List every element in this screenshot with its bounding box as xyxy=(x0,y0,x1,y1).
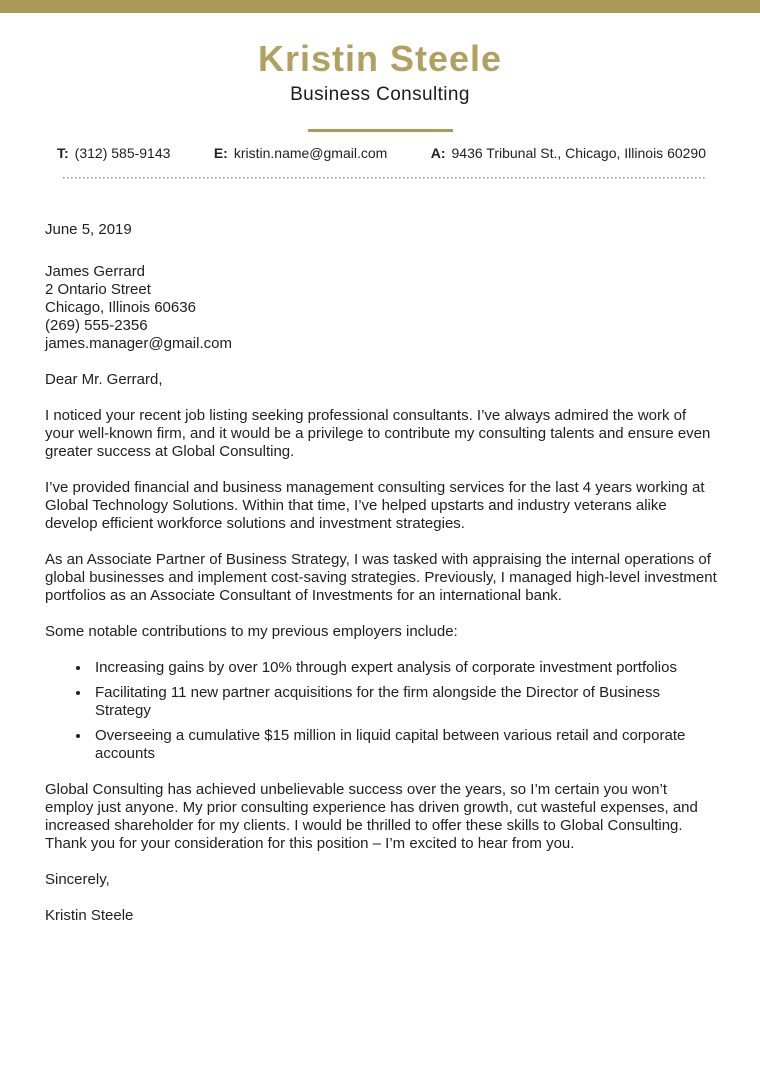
phone-value: (312) 585-9143 xyxy=(74,145,171,161)
recipient-block xyxy=(45,263,717,353)
letter-date: June 5, 2019 xyxy=(45,221,132,238)
list-item: • Increasing gains by over 10% through expert analysis of corporate investment portfolios xyxy=(91,659,717,677)
letterhead xyxy=(0,38,760,179)
body-paragraph: I noticed your recent job listing seeking professional consultants. I’ve always admired the work of your well-known firm, and it would be a privilege to contribute my consulting talents and ensure even greater success at Global Consulting. xyxy=(45,407,711,460)
signature: Kristin Steele xyxy=(45,907,134,924)
recipient-email: james.manager@gmail.com xyxy=(45,335,232,352)
recipient-name: James Gerrard xyxy=(45,263,146,280)
email-label: E: xyxy=(213,145,228,161)
contact-email xyxy=(214,145,387,161)
recipient-city: Chicago, Illinois 60636 xyxy=(45,299,196,316)
section-divider xyxy=(63,177,706,179)
contact-address xyxy=(431,145,706,161)
salutation: Dear Mr. Gerrard, xyxy=(45,371,163,388)
list-intro: Some notable contributions to my previous employers include: xyxy=(45,623,458,640)
recipient-street: 2 Ontario Street xyxy=(45,281,151,298)
letter-body xyxy=(0,221,760,925)
address-label: A: xyxy=(430,145,446,161)
applicant-name: Kristin Steele xyxy=(257,38,503,79)
list-item: • Overseeing a cumulative $15 million in liquid capital between various retail and corporate accounts xyxy=(91,727,717,763)
list-item: • Facilitating 11 new partner acquisitions for the firm alongside the Director of Business Strategy xyxy=(91,684,717,720)
applicant-title: Business Consulting xyxy=(290,84,470,105)
signoff: Sincerely, xyxy=(45,871,110,888)
header-accent-divider xyxy=(308,129,453,132)
body-paragraph: I’ve provided financial and business management consulting services for the last 4 years working at Global Technology Solutions. Within that time, I’ve helped upstarts and industry veterans alike develop efficient workforce solutions and investment strategies. xyxy=(45,479,705,532)
contact-phone xyxy=(57,145,170,161)
body-paragraph: As an Associate Partner of Business Strategy, I was tasked with appraising the internal operations of global businesses and implement cost-saving strategies. Previously, I managed high-level investment portfolios as an Associate Consultant of Investments for an international bank. xyxy=(45,551,717,604)
address-value: 9436 Tribunal St., Chicago, Illinois 60290 xyxy=(451,145,706,161)
closing-paragraph: Global Consulting has achieved unbelievable success over the years, so I’m certain you won’t employ just anyone. My prior consulting experience has driven growth, cut wasteful expenses, and increased shareholder for my clients. I would be thrilled to offer these skills to Global Consulting. Thank you for your consideration for this position – I’m excited to hear from you. xyxy=(45,781,698,852)
email-value: kristin.name@gmail.com xyxy=(233,145,388,161)
contact-row xyxy=(0,145,760,161)
contributions-list xyxy=(45,659,717,763)
phone-label: T: xyxy=(57,145,69,161)
top-accent-bar xyxy=(0,0,760,13)
recipient-phone: (269) 555-2356 xyxy=(45,317,148,334)
